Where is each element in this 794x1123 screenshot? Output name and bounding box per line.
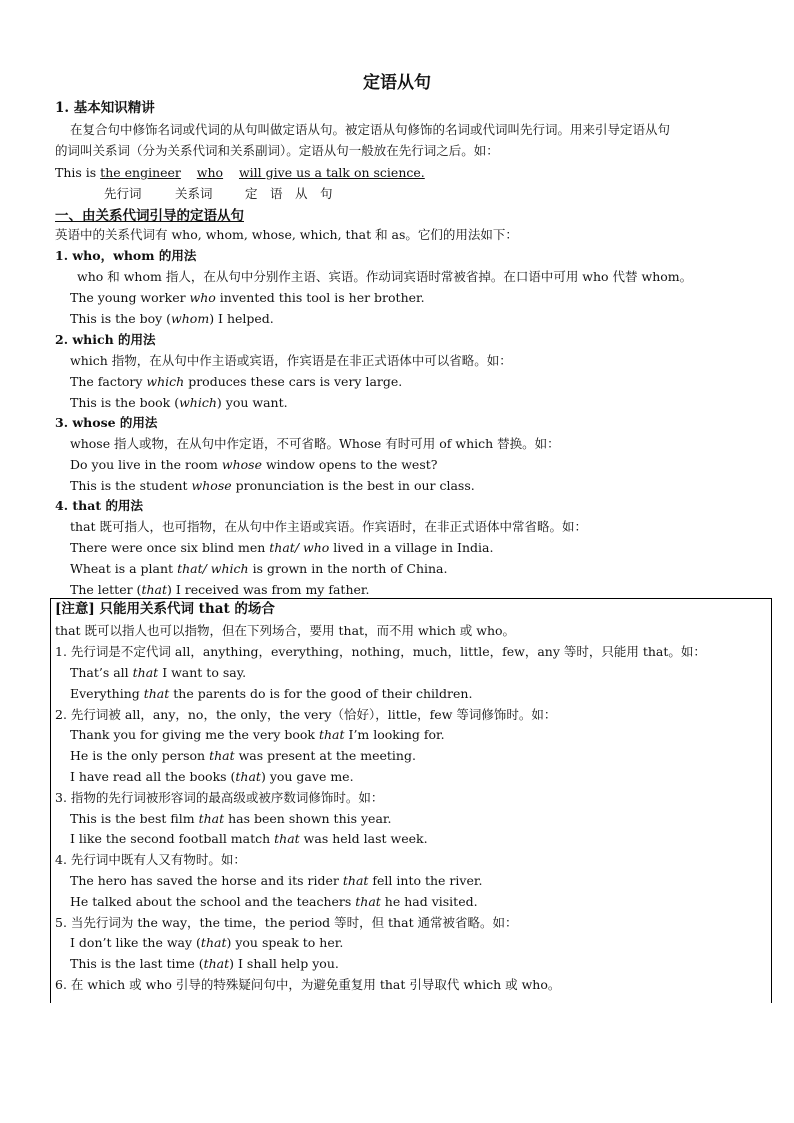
paragraph-line: whose 指人或物，在从句中作定语，不可省略。Whose 有时可用 of which 替换。如： — [70, 436, 560, 451]
rule-item: 5. 当先行词为 the way，the time，the period 等时，但 that 通常被省略。如： — [55, 915, 518, 930]
subsection-heading: 4. that 的用法 — [55, 498, 143, 513]
example-text: the parents do is for the good of their children. — [169, 686, 473, 701]
example-sentence — [70, 747, 416, 764]
example-sentence — [70, 456, 437, 473]
example-text: The hero has saved the horse and its rider — [70, 873, 343, 888]
example-text: This is the book ( — [70, 395, 180, 410]
example-keyword: that — [318, 727, 345, 742]
example-text: I don’t like the way ( — [70, 935, 201, 950]
example-text: ) I helped. — [209, 311, 274, 326]
example-keyword: that — [141, 582, 167, 597]
example-keyword: which — [179, 395, 217, 410]
paragraph-line: 的词叫关系词（分为关系代词和关系副词）。定语从句一般放在先行词之后。如： — [55, 143, 499, 158]
antecedent-label: 先行词 — [104, 186, 142, 201]
clause-label: 定 语 从 句 — [245, 186, 333, 201]
example-sentence — [55, 164, 425, 181]
example-text: Do you live in the room — [70, 457, 222, 472]
example-text: has been shown this year. — [224, 811, 392, 826]
example-text: Everything — [70, 686, 144, 701]
page-title: 定语从句 — [363, 73, 431, 93]
example-text: I’m looking for. — [344, 727, 445, 742]
example-sentence — [70, 373, 402, 390]
example-keyword: that — [355, 894, 381, 909]
example-text: lived in a village in India. — [329, 540, 494, 555]
relative-word-label: 关系词 — [175, 186, 213, 201]
example-text: ) you want. — [216, 395, 288, 410]
example-keyword: which — [146, 374, 185, 389]
example-text: ) I received was from my father. — [167, 582, 370, 597]
example-text: The young worker — [70, 290, 190, 305]
example-text: produces these cars is very large. — [184, 374, 403, 389]
example-sentence — [70, 955, 339, 972]
example-keyword: that/ who — [269, 540, 330, 555]
clause-text: will give us a talk on science. — [238, 165, 425, 180]
example-sentence — [70, 394, 288, 411]
example-sentence — [70, 539, 493, 556]
example-sentence — [70, 477, 475, 494]
section-heading: 1. 基本知识精讲 — [55, 100, 155, 116]
example-text: That’s all — [70, 665, 133, 680]
example-text: This is the last time ( — [70, 956, 204, 971]
example-text: This is the best film — [70, 811, 199, 826]
example-keyword: that/ which — [177, 561, 249, 576]
example-sentence — [70, 560, 447, 577]
subsection-heading: 2. which 的用法 — [55, 332, 156, 347]
subsection-heading: 1. who，whom 的用法 — [55, 248, 197, 263]
subsection-heading: 3. whose 的用法 — [55, 415, 158, 430]
example-keyword: that — [274, 831, 300, 846]
example-keyword: that — [198, 811, 225, 826]
paragraph-line: which 指物，在从句中作主语或宾语，作宾语是在非正式语体中可以省略。如： — [70, 353, 512, 368]
example-sentence — [70, 664, 246, 681]
paragraph-line: that 既可以指人也可以指物，但在下列场合，要用 that，而不用 which 或 who。 — [55, 623, 516, 638]
example-text: ) you speak to her. — [226, 935, 344, 950]
paragraph-line: that 既可指人，也可指物，在从句中作主语或宾语。作宾语时，在非正式语体中常省略。如： — [70, 519, 588, 534]
rule-item: 4. 先行词中既有人又有物时。如： — [55, 852, 246, 867]
example-text: I like the second football match — [70, 831, 275, 846]
example-text: There were once six blind men — [70, 540, 270, 555]
example-keyword: that — [235, 769, 261, 784]
example-text: I want to say. — [158, 665, 247, 680]
example-lead: This is — [55, 165, 97, 180]
example-text: This is the student — [70, 478, 192, 493]
example-keyword: whose — [221, 457, 262, 472]
rule-item: 3. 指物的先行词被形容词的最高级或被序数词修饰时。如： — [55, 790, 384, 805]
example-sentence — [70, 830, 428, 847]
relative-word-text: who — [196, 165, 224, 180]
example-keyword: that — [342, 873, 369, 888]
example-text: window opens to the west? — [261, 457, 438, 472]
section-heading: 一、由关系代词引导的定语从句 — [55, 208, 244, 224]
example-text: Wheat is a plant — [70, 561, 178, 576]
example-keyword: that — [143, 686, 170, 701]
example-sentence — [70, 685, 472, 702]
antecedent-text: the engineer — [100, 165, 181, 180]
example-sentence — [70, 872, 482, 889]
paragraph-line: 在复合句中修饰名词或代词的从句叫做定语从句。被定语从句修饰的名词或代词叫先行词。用来引导定语从句 — [70, 122, 671, 137]
example-text: He is the only person — [70, 748, 210, 763]
example-text: I have read all the books ( — [70, 769, 236, 784]
rule-item: 6. 在 which 或 who 引导的特殊疑问句中，为避免重复用 that 引导取代 which 或 who。 — [55, 977, 561, 992]
example-sentence — [70, 581, 369, 598]
example-sentence — [70, 726, 445, 743]
example-sentence — [70, 768, 354, 785]
paragraph-line: who 和 whom 指人，在从句中分别作主语、宾语。作动词宾语时常被省掉。在口语中可用 who 代替 whom。 — [77, 269, 693, 284]
example-text: The letter ( — [70, 582, 142, 597]
example-text: ) you gave me. — [260, 769, 354, 784]
example-sentence — [70, 893, 478, 910]
example-text: was held last week. — [299, 831, 428, 846]
example-text: fell into the river. — [368, 873, 483, 888]
rule-item: 2. 先行词被 all，any，no，the only，the very（恰好），little，few 等词修饰时。如： — [55, 707, 557, 722]
example-keyword: that — [203, 956, 230, 971]
example-text: The factory — [70, 374, 147, 389]
example-text: ) I shall help you. — [229, 956, 339, 971]
example-text: Thank you for giving me the very book — [70, 727, 319, 742]
example-text: invented this tool is her brother. — [215, 290, 425, 305]
note-heading: [注意] 只能用关系代词 that 的场合 — [55, 601, 275, 617]
paragraph-line: 英语中的关系代词有 who, whom, whose, which, that 和 as。它们的用法如下： — [55, 227, 518, 242]
example-text: This is the boy ( — [70, 311, 172, 326]
example-text: pronunciation is the best in our class. — [231, 478, 475, 493]
example-keyword: whose — [191, 478, 232, 493]
example-keyword: who — [189, 290, 216, 305]
example-keyword: that — [209, 748, 235, 763]
rule-item: 1. 先行词是不定代词 all，anything，everything，nothing，much，little，few，any 等时，只能用 that。如： — [55, 644, 706, 659]
example-sentence — [70, 289, 425, 306]
example-text: was present at the meeting. — [234, 748, 416, 763]
example-text: is grown in the north of China. — [248, 561, 448, 576]
example-keyword: whom — [171, 311, 210, 326]
example-keyword: that — [200, 935, 227, 950]
example-text: He talked about the school and the teachers — [70, 894, 356, 909]
example-sentence — [70, 934, 343, 951]
example-sentence — [70, 810, 392, 827]
example-text: he had visited. — [380, 894, 478, 909]
example-sentence — [70, 310, 274, 327]
example-keyword: that — [132, 665, 159, 680]
